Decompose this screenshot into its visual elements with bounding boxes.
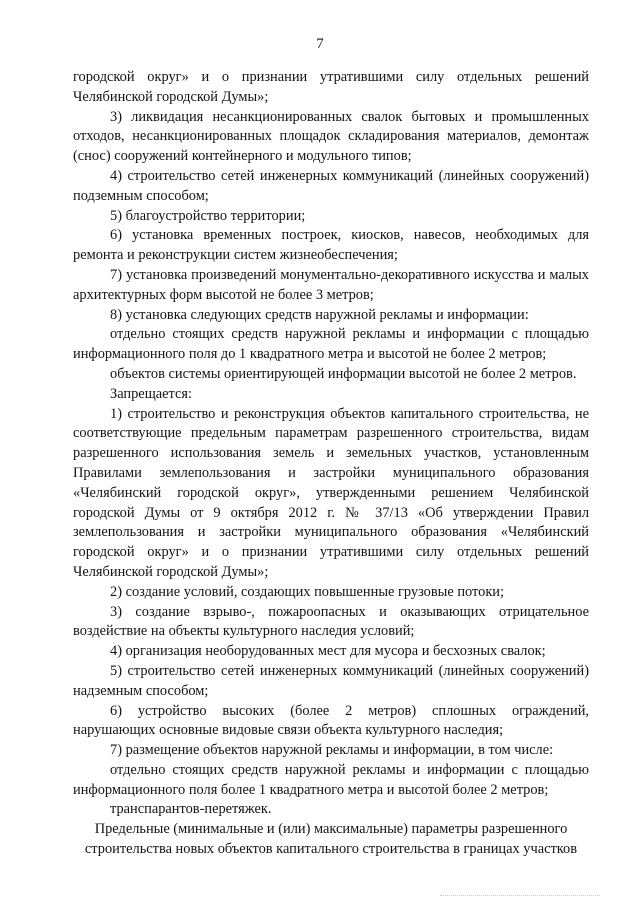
- paragraph-prohibited-5-overground-utilities: 5) строительство сетей инженерных коммуникаций (линейных сооружений) надземным способом;: [73, 662, 589, 699]
- paragraph-item-4-underground-utilities: 4) строительство сетей инженерных коммуникаций (линейных сооружений) подземным способом;: [73, 167, 589, 204]
- paragraph-prohibited-3-explosive: 3) создание взрыво-, пожароопасных и оказывающих отрицательное воздействие на объекты культурного наследия условий;: [73, 603, 589, 640]
- paragraph-item-5-landscaping: 5) благоустройство территории;: [110, 207, 306, 224]
- paragraph-advertising-over-1m: отдельно стоящих средств наружной рекламы и информации с площадью информационного поля более 1 квадратного метра и высотой более 2 метров;: [73, 761, 589, 798]
- paragraph-item-3-landfills: 3) ликвидация несанкционированных свалок бытовых и промышленных отходов, несанкционированных площадок складирования материалов, демонтаж (снос) сооружений контейнерного и модульного типов;: [73, 108, 589, 165]
- paragraph-prohibited-4-dumps: 4) организация необорудованных мест для мусора и бесхозных свалок;: [110, 643, 546, 660]
- paragraph-prohibited-heading: Запрещается:: [110, 385, 193, 402]
- paragraph-advertising-up-to-1m: отдельно стоящих средств наружной рекламы и информации с площадью информационного поля до 1 квадратного метра и высотой не более 2 метров;: [73, 326, 589, 363]
- paragraph-item-6-temporary-buildings: 6) установка временных построек, киосков, навесов, необходимых для ремонта и реконструкции систем жизнеобеспечения;: [73, 227, 589, 264]
- page-number: 7: [316, 36, 324, 52]
- paragraph-prohibited-7-advertising: 7) размещение объектов наружной рекламы и информации, в том числе:: [110, 742, 554, 759]
- paragraph-prohibited-2-cargo: 2) создание условий, создающих повышенные грузовые потоки;: [110, 583, 505, 600]
- paragraph-prohibited-6-fences: 6) устройство высоких (более 2 метров) сплошных ограждений, нарушающих основные видовые связи объекта культурного наследия;: [73, 702, 589, 739]
- section-heading: Предельные (минимальные и (или) максимальные) параметры разрешенного строительства новых объектов капитального строительства в границах участков: [84, 821, 578, 858]
- paragraph-item-8-advertising: 8) установка следующих средств наружной рекламы и информации:: [110, 306, 529, 323]
- scan-artifact-line: [440, 895, 600, 897]
- paragraph-item-7-monuments: 7) установка произведений монументально-декоративного искусства и малых архитектурных форм высотой не более 3 метров;: [73, 266, 589, 303]
- paragraph-continuation: городской округ» и о признании утратившими силу отдельных решений Челябинской городской Думы»;: [73, 69, 589, 105]
- paragraph-orientation-info: объектов системы ориентирующей информации высотой не более 2 метров.: [110, 365, 577, 382]
- paragraph-banners: транспарантов-перетяжек.: [110, 801, 272, 818]
- document-body: [73, 68, 589, 860]
- paragraph-prohibited-1-construction: 1) строительство и реконструкция объектов капитального строительства, не соответствующие предельным параметрам разрешенного строительства, видам разрешенного использования земель и земельных участков, установленным Правилами землепользования и застройки муниципального образования «Челябинский городской округ», утвержденными решением Челябинской городской Думы от 9 октября 2012 г. № 37/13 «Об утверждении Правил землепользования и застройки муниципального образования «Челябинский городской округ» и о признании утратившими силу отдельных решений Челябинской городской Думы»;: [73, 405, 589, 580]
